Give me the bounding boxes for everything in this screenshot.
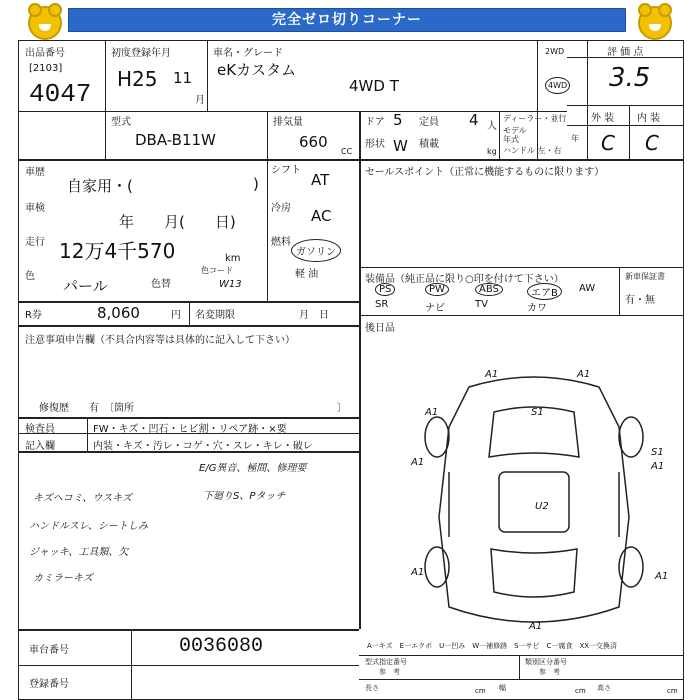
handwritten-note-1: E/G異音、極間、修理要: [199, 463, 307, 474]
exterior-value: C: [601, 131, 615, 155]
new-warranty-value: 有・無: [625, 295, 655, 306]
handle-label: ハンドル 左・右: [503, 146, 562, 155]
mileage-value: 12万4千570: [59, 239, 176, 263]
drive-4wd: 4WD: [545, 77, 570, 94]
history-close: ): [253, 175, 259, 193]
color-num-label: 色替: [151, 279, 171, 290]
model-label: 型式: [111, 117, 131, 128]
mark-a1-rear: A1: [529, 621, 543, 632]
mark-s1-right: S1: [651, 447, 664, 458]
mark-s1-hood: S1: [531, 407, 544, 418]
class-label: 類別区分番号: [525, 658, 567, 666]
equip-airbag: エアB: [527, 283, 562, 300]
price-unit: 円: [171, 310, 181, 321]
color-label: 色: [25, 271, 35, 282]
equip-ps: PS: [375, 283, 395, 296]
color-value: パール: [63, 277, 108, 295]
new-warranty-label: 新車保証書: [625, 272, 665, 281]
equipment-label: 装備品（純正品に限り○印を付けて下さい）: [365, 274, 564, 285]
height-label: 高さ: [597, 684, 611, 692]
type-spec-label: 型式指定番号: [365, 658, 407, 666]
reg-month-unit: 月: [195, 95, 205, 106]
exterior-label: 外 装: [591, 113, 615, 124]
handwritten-note-4: ハンドルスレ、シートしみ: [29, 521, 148, 532]
color-code-label: 色コード: [201, 266, 233, 275]
fuel-value: ガソリン: [291, 239, 341, 262]
mark-a1-rear-left: A1: [411, 567, 425, 578]
handwritten-note-3: キズヘコミ、ウスキズ: [33, 493, 132, 504]
bear-mascot-right-icon: [638, 6, 672, 40]
lot-label: 出品番号: [25, 48, 65, 59]
year-label: 年式: [503, 135, 519, 144]
mileage-unit: km: [225, 253, 241, 264]
capacity-value: 4: [469, 111, 479, 129]
displacement-value: 660: [299, 133, 328, 151]
capacity-unit: 人: [487, 121, 497, 132]
equip-sr: SR: [375, 299, 389, 310]
shift-label: シフト: [271, 165, 301, 176]
trunk-label: 後日品: [365, 323, 395, 334]
mark-a1-front-left: A1: [485, 369, 499, 380]
load-label: 積載: [419, 139, 439, 150]
chassis-label: 車台番号: [29, 645, 69, 656]
equip-leather: カワ: [527, 303, 547, 314]
interior-value: C: [645, 131, 659, 155]
lot-number: 4047: [29, 79, 92, 109]
equip-abs: ABS: [475, 283, 503, 296]
year-unit: 年: [571, 134, 579, 143]
width-unit: cm: [575, 687, 586, 695]
mark-a1-fender-left: A1: [425, 407, 439, 418]
model-year-label: モデル: [503, 126, 527, 135]
name-change-value: 月 日: [299, 310, 329, 321]
model-value: DBA-B11W: [135, 131, 216, 149]
equip-aw: AW: [579, 283, 596, 294]
auction-sheet: [18, 40, 684, 700]
price-value: 8,060: [97, 304, 140, 322]
displacement-label: 排気量: [273, 117, 303, 128]
doors-value: 5: [393, 111, 403, 129]
bear-mascot-left-icon: [28, 6, 62, 40]
name-change-label: 名変期限: [195, 310, 235, 321]
handwritten-note-2: 下廻りS、Pタッチ: [203, 491, 286, 502]
length-unit: cm: [475, 687, 486, 695]
ac-label: 冷房: [271, 203, 291, 214]
car-grade: 4WD T: [349, 77, 399, 95]
repair-close: 〕: [337, 403, 347, 414]
capacity-label: 定員: [419, 117, 439, 128]
equip-tv: TV: [475, 299, 488, 310]
fuel-alt: 軽 油: [295, 269, 319, 280]
car-name: eKカスタム: [217, 61, 297, 79]
car-label: 車名・グレード: [213, 48, 283, 59]
lot-sub: [2103]: [29, 63, 63, 74]
mark-a1-rear-right: A1: [655, 571, 669, 582]
mileage-label: 走行: [25, 237, 45, 248]
equip-pw: PW: [425, 283, 449, 296]
chassis-value: 0036080: [179, 635, 264, 658]
history-value: 自家用・(: [67, 177, 133, 195]
interior-label: 内 装: [637, 113, 661, 124]
registration-label: 登録番号: [29, 679, 69, 690]
history-label: 車歴: [25, 167, 45, 178]
equip-navi: ナビ: [425, 303, 445, 314]
mark-a1-door-left: A1: [411, 457, 425, 468]
notes-label: 注意事項申告欄（不具合内容等は具体的に記入して下さい）: [25, 335, 295, 346]
height-unit: cm: [667, 687, 678, 695]
mark-u2-roof: U2: [535, 501, 549, 512]
inspector-row-1: FW・キズ・凹石・ヒビ割・リペア跡・×要: [93, 424, 287, 435]
reg-month: 11: [173, 69, 193, 87]
shape-value: W: [393, 137, 408, 155]
score-value: 3.5: [609, 63, 651, 93]
inspection-label: 車検: [25, 203, 45, 214]
reg-era: H25: [117, 67, 158, 91]
score-label: 評 価 点: [607, 47, 644, 58]
width-label: 幅: [499, 684, 506, 692]
displacement-unit: CC: [341, 147, 353, 156]
mark-a1-front-right: A1: [577, 369, 591, 380]
length-label: 長さ: [365, 684, 379, 692]
ac-value: AC: [311, 207, 332, 225]
shape-label: 形状: [365, 139, 385, 150]
handwritten-note-6: カミラーキズ: [33, 573, 93, 584]
inspector-row-2: 内装・キズ・汚レ・コゲ・穴・スレ・キレ・破レ: [93, 441, 313, 452]
dealer-label: ディーラー・並行: [503, 114, 567, 123]
reg-label: 初度登録年月: [111, 48, 171, 59]
ref-1: 参 考: [379, 668, 400, 676]
inspection-value: 年 月( 日): [119, 213, 236, 231]
price-label: R券: [25, 310, 42, 321]
inspector-label-2: 記入欄: [25, 441, 55, 452]
ref-2: 参 考: [539, 668, 560, 676]
diagram-legend: A一キズ E一エクボ U一凹み W一補修跡 S一サビ C一腐食 XX一交換済: [367, 642, 618, 650]
inspector-label-1: 検査員: [25, 424, 55, 435]
fuel-label: 燃料: [271, 237, 291, 248]
load-unit: kg: [487, 147, 497, 156]
sales-label: セールスポイント（正常に機能するものに限ります）: [365, 167, 605, 178]
banner-title: 完全ゼロ切りコーナー: [68, 8, 626, 32]
doors-label: ドア: [365, 117, 385, 128]
color-code-value: W13: [219, 279, 242, 290]
mark-a1-right: A1: [651, 461, 665, 472]
repair-label: 修復歴 有 〔箇所: [39, 403, 134, 414]
handwritten-note-5: ジャッキ、工具類、欠: [29, 547, 129, 558]
shift-value: AT: [311, 171, 330, 189]
drive-2wd: 2WD: [545, 47, 565, 56]
